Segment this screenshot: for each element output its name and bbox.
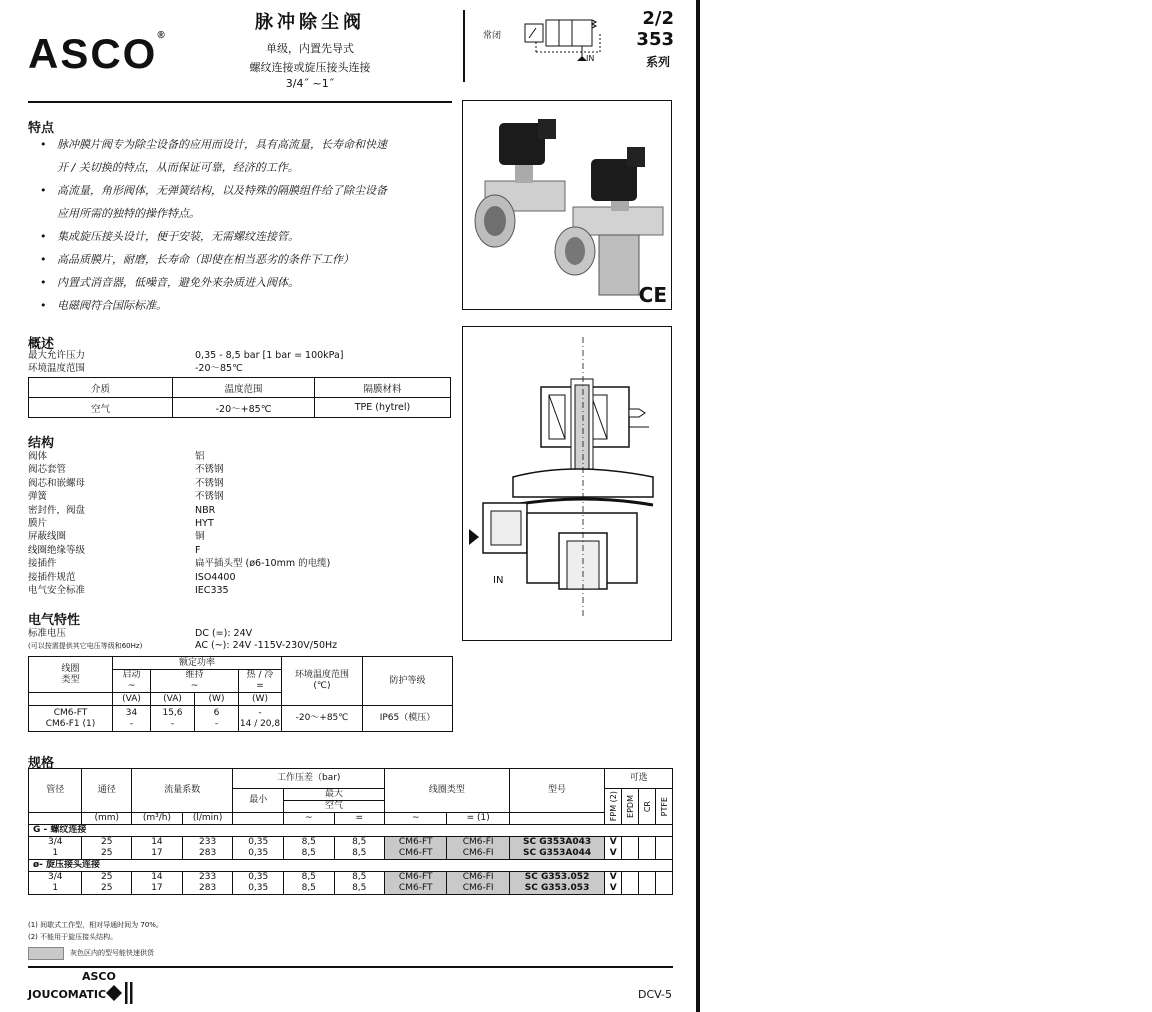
footer-asco-logo: ASCO [82, 970, 116, 983]
section-in-label: IN [493, 575, 504, 586]
feature-item: • 内置式消音器，低噪音，避免外来杂质进入阀体。 [40, 276, 299, 289]
note-1: (1) 间歇式工作型，相对导通时间为 70%。 [28, 921, 163, 929]
features-list [40, 133, 450, 317]
subtitle-2: 螺纹连接或旋压接头连接 [249, 61, 371, 74]
valve-photo-icon [463, 101, 671, 309]
section-drawing [462, 326, 672, 641]
joucomatic-mark-icon [104, 982, 134, 1004]
valve-cross-section-icon [463, 327, 671, 640]
symbol-label: 常闭 [483, 31, 502, 41]
footer-joucomatic-logo: JOUCOMATIC [28, 988, 107, 1001]
dc-voltage: DC (=): 24V [195, 628, 253, 639]
subtitle-1: 单级，内置先导式 [266, 42, 354, 55]
medium-table: 介质 温度范围 隔膜材料 空气 -20～+85℃ TPE (hytrel) [28, 377, 451, 418]
overview-value-1: 0,35 - 8,5 bar [1 bar = 100kPa] [195, 350, 344, 361]
feature-item: 开 / 关切换的特点，从而保证可靠，经济的工作。 [57, 161, 299, 174]
specs-heading: 规格 [28, 756, 55, 771]
page-title: 脉冲除尘阀 [255, 12, 365, 33]
overview-value-2: -20～85℃ [195, 363, 243, 374]
series-number-2: 353 [636, 29, 674, 50]
group-threaded: G - 螺纹连接 [29, 825, 673, 837]
overview-heading: 概述 [28, 337, 55, 352]
page-number: DCV-5 [638, 988, 672, 1001]
group-compression: ø- 旋压接头连接 [29, 860, 673, 872]
features-heading: 特点 [28, 121, 55, 136]
overview-label-2: 环境温度范围 [28, 363, 86, 374]
std-voltage-label: 标准电压 [28, 628, 67, 639]
gray-legend-swatch [28, 947, 64, 960]
subtitle-3: 3/4˝ ~1˝ [285, 77, 335, 90]
feature-item: • 高流量，角形阀体，无弹簧结构，以及特殊的隔膜组件给了除尘设备 [40, 184, 387, 197]
feature-item: • 集成旋压接头设计，便于安装，无需螺纹连接管。 [40, 230, 299, 243]
feature-item: 应用所需的独特的操作特点。 [57, 207, 200, 220]
std-voltage-note: (可以按需提供其它电压等级和60Hz) [28, 642, 143, 650]
coil-power-table: 线圈 类型 额定功率 环境温度范围 (℃) 防护等级 启动 维持 热 / 冷 ~ ~ = (VA) (VA) (W) (W) CM6-FT CM6-F1 (1) 34 - 15,6 - 6 - - 14 / 20,8 -20～+85℃ IP65（模压） [28, 656, 453, 732]
electrical-heading: 电气特性 [28, 613, 81, 628]
ac-voltage: AC (~): 24V -115V-230V/50Hz [195, 640, 338, 651]
series-number-1: 2/2 [642, 8, 674, 29]
construction-labels: 阀体 阀芯套管 阀芯和嵌螺母 弹簧 密封件，阀盘 膜片 屏蔽线圈 线圈绝缘等级 接插件 接插件规范 电气安全标准 [28, 451, 86, 597]
overview-label-1: 最大允许压力 [28, 350, 86, 361]
symbol-in-label: IN [586, 54, 595, 63]
feature-item: • 电磁阀符合国际标准。 [40, 299, 167, 312]
feature-item: • 脉冲膜片阀专为除尘设备的应用而设计，具有高流量，长寿命和快速 [40, 138, 387, 151]
note-2: (2) 不能用于旋压接头结构。 [28, 933, 118, 941]
asco-logo: ASCO® [28, 30, 167, 77]
construction-values: 铝 不锈钢 不锈钢 不锈钢 NBR HYT 铜 F 扁平插头型 (ø6-10mm 的电缆) ISO4400 IEC335 [195, 451, 331, 597]
gray-legend-text: 灰色区内的型号能快速供货 [70, 949, 154, 957]
series-label: 系列 [645, 55, 670, 69]
specs-table: 管径 通径 流量系数 工作压差（bar) 线圈类型 型号 可选 最小 最大 FPM (2) EPDM CR PTFE 空气 (mm) (m³/h) (l/min) ~ = ~ = (1) G - 螺纹连接 3/4 1 25 25 14 17 233 283 0,35 0,35 8,5 8,5 8,5 8,5 CM6-FT CM6-FT CM6-FI CM6-FI SC G353A043 SC G353A044 V V ø- 旋压接头连接 3/4 1 25 25 14 17 233 283 0,35 0,35 8,5 8,5 8,5 8,5 CM6-FT CM6-FT CM6-FI CM6-FI SC G353.052 SC G353.053 V V [28, 768, 673, 895]
ce-mark-icon: CE [638, 283, 667, 307]
feature-item: • 高品质膜片，耐磨，长寿命（即使在相当恶劣的条件下工作） [40, 253, 354, 266]
construction-heading: 结构 [28, 436, 55, 451]
product-photo [462, 100, 672, 310]
